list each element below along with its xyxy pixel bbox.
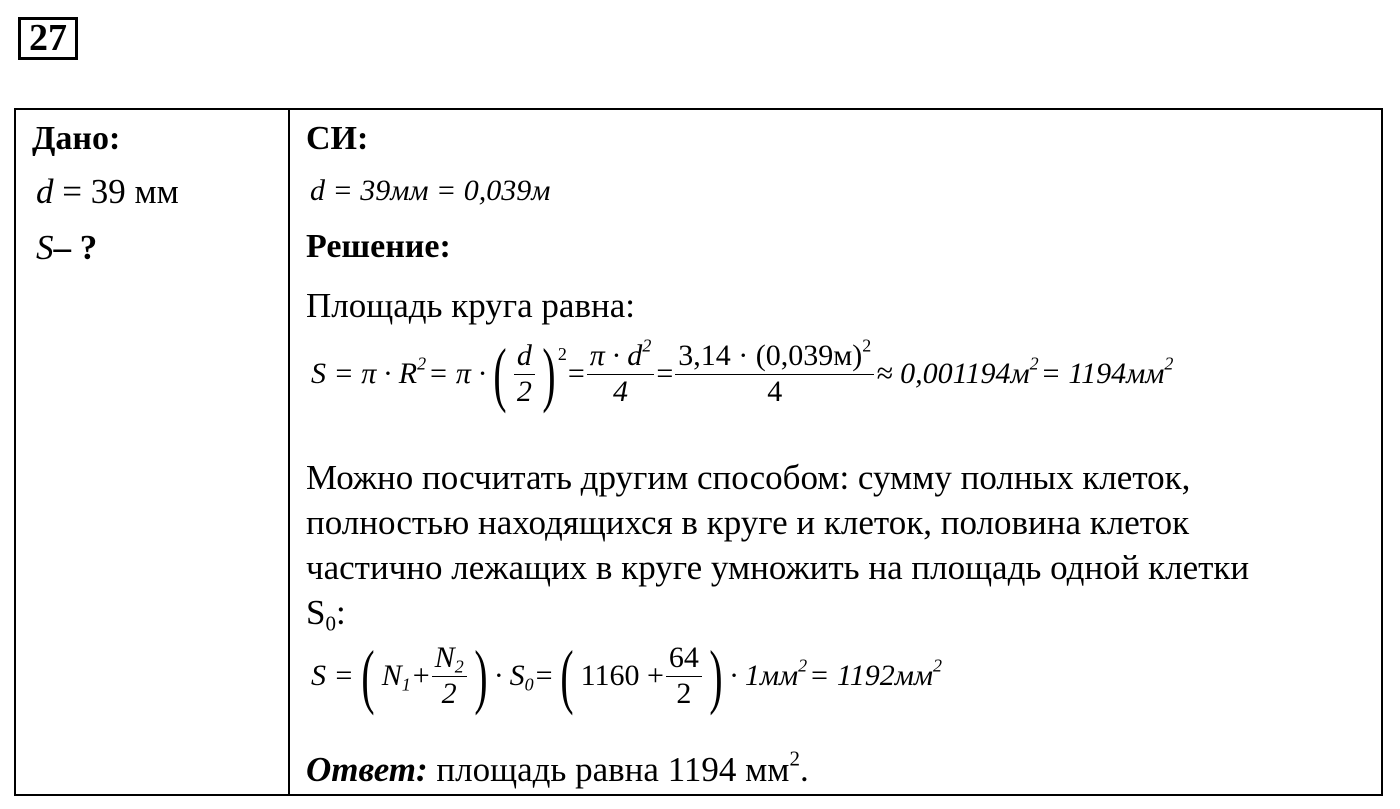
count-formula: S = ( $N_1$ + $\frac{N_2}{2}$ ) · $S_0$ = ( 1160 + $\frac{64}{2}$ ) · $1мм^2$ = $1192мм^2$ xyxy=(311,636,942,716)
paragraph-line-3: частично лежащих в круге умножить на площадь одной клетки xyxy=(306,548,1250,587)
answer: Ответ: площадь равна 1194 $мм^2$. xyxy=(306,746,809,789)
paragraph-s0: $S_0$: xyxy=(306,593,346,636)
column-divider xyxy=(288,110,290,794)
paragraph-line-1: Можно посчитать другим способом: сумму полных клеток, xyxy=(306,458,1191,497)
si-heading: СИ: xyxy=(306,120,369,157)
given-s-question: S– ? xyxy=(36,228,98,267)
solution-heading: Решение: xyxy=(306,228,451,265)
given-d: d = 39 мм xyxy=(36,172,179,211)
solution-intro: Площадь круга равна: xyxy=(306,286,635,325)
paragraph-line-2: полностью находящихся в круге и клеток, половина клеток xyxy=(306,503,1190,542)
solution-table xyxy=(14,108,1383,796)
problem-number: 27 xyxy=(18,17,78,60)
area-formula: $S = \pi \cdot R^2$ = π · ( $\frac{d}{2}$ ) 2 = $\frac{\pi \cdot d^2}{4}$ = $\frac{3,14 \cdot (0,039м)^2}{4}$ ≈ $0,001194м^2$ = $1194мм^2$ xyxy=(311,334,1174,414)
si-conversion: d = 39мм = 0,039м xyxy=(310,174,551,207)
given-heading: Дано: xyxy=(32,120,121,157)
